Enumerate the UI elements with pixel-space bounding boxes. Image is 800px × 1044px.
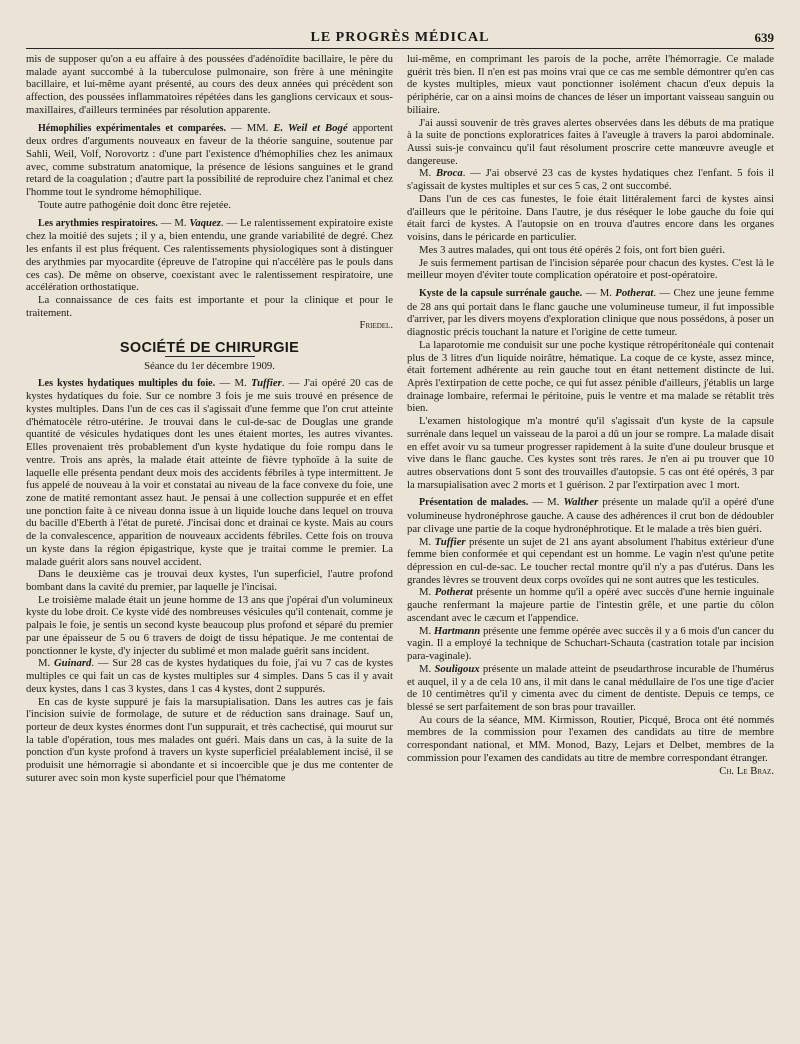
author-name: Guinard [53, 657, 92, 670]
author-name: Broca [435, 167, 463, 180]
author-name: Walther [563, 496, 599, 509]
article-heading: Kyste de la capsule surrénale gauche. [419, 287, 583, 299]
paragraph-potherat: M. Potherat présente un homme qu'il a opéré avec succès d'une hernie inguinale gauche renfermant la majeure partie de l'intestin grêle, et une partie du côlon ascendant avec le cæcum et l'appendice. [407, 586, 774, 624]
author-name: Hartmann [433, 624, 481, 637]
session-date: Séance du 1er décembre 1909. [144, 359, 275, 372]
author-name: E. Weil et Bogé [273, 121, 348, 134]
paragraph-kystes: Les kystes hydatiques multiples du foie. — M. Tuffier. — J'ai opéré 20 cas de kystes hydatiques du foie. Sur ce nombre 3 fois je me suis trouvé en présence de kystes multiples. Dans l'un de ces cas il s'agissait d'une femme que l'on crut atteinte d'hématocèle rétro-utérine. Je trouvai dans le cul-de-sac de Douglas une grande quantité de vésicules hydatiques dont les unes étaient mortes, les autres vivantes. Elles provenaient très probablement d'un kyste hydatique du foie rompu dans le ventre. Trois ans après, la malade était atteinte de fièvre typhoïde à la suite de laquelle elle présenta pendant deux mois des accidents fébriles à type intermittent. Je fus appelé de nouveau à la voir et constatai au niveau de la face convexe du foie, une zone de matité remontant assez haut. Je pensai à une collection suppurée et en effet une ponction faite à ce niveau donna issue à un liquide louche dans lequel on trouva du bacille d'Eberth à l'état de pureté. J'incisai donc et drainai ce kyste. Mais au cours de la convalescence, apparition de nouveaux accidents fébriles. Cette fois on trouva un kyste dans la région épigastrique, kyste que je traitai comme le premier. La malade guérit alors sans nouvel accident. [26, 376, 393, 568]
paragraph: lui-même, en comprimant les parois de la poche, arrête l'hémorragie. Ce malade guérit très bien. Il n'en est pas moins vrai que ce cas me semble démontrer qu'en cas de kystes multiples, mieux vaut ponctionner isolément chacun d'eux depuis la périphérie, car on a ainsi moins de chances de léser un important vaisseau sanguin ou biliaire. [407, 53, 774, 116]
paragraph: J'ai aussi souvenir de très graves alertes observées dans les débuts de ma pratique à la suite de ponctions exploratrices faites à l'aveugle à travers la paroi abdominale. Aussi suis-je convaincu qu'il faut résolument proscrire cette manœuvre aveugle et dangereuse. [407, 116, 774, 167]
journal-title: LE PROGRÈS MÉDICAL [310, 30, 490, 45]
paragraph-surrenale: Kyste de la capsule surrénale gauche. — M. Potherat. — Chez une jeune femme de 28 ans qui portait dans le flanc gauche une volumineuse tumeur, il fut impossible d'arriver, par les divers moyens d'exploration clinique que nous possédons, à poser un diagnostic précis touchant la nature et l'origine de cette tumeur. [407, 286, 774, 339]
paragraph-tuffier: M. Tuffier présente un sujet de 21 ans ayant absolument l'habitus extérieur d'une femme bien conformée et qui cependant est un homme. Le vagin n'est qu'une petite dépression en cul-de-sac. Le toucher rectal montre qu'il n'y a pas d'utérus. Dans les grandes lèvres se trouvent deux corps ovoïdes qui ne sont autres que les testicules. [407, 535, 774, 586]
paragraph-broca: M. Broca. — J'ai observé 23 cas de kystes hydatiques chez l'enfant. 5 fois il s'agissait de kystes multiples et sur ces 5 cas, 2 ont succombé. [407, 167, 774, 193]
paragraph-presentation: Présentation de malades. — M. Walther présente un malade qu'il a opéré d'une volumineuse hydronéphrose gauche. A cause des adhérences il crut bon de dédoubler par clivage une partie de la coque hydronéphrotique. Et le malade a très bien guéri. [407, 496, 774, 535]
author-name: Potherat [615, 286, 654, 299]
article-heading: Les arythmies respiratoires. [38, 217, 158, 229]
paragraph: La connaissance de ces faits est importante et pour la clinique et pour le traitement. [26, 293, 393, 319]
left-column [26, 53, 393, 785]
article-heading: Les kystes hydatiques multiples du foie. [38, 377, 216, 389]
page-number: 639 [754, 30, 774, 45]
paragraph-hartmann: M. Hartmann présente une femme opérée avec succès il y a 6 mois d'un cancer du vagin. Il a employé la technique de Schuchart-Schauta (castration totale par incision para-vaginale). [407, 624, 774, 663]
paragraph-guinard: M. Guinard. — Sur 28 cas de kystes hydatiques du foie, j'ai vu 7 cas de kystes multiples ce qui fait un cas de kystes multiples sur 4 simples. Dans 5 cas il y avait deux kystes, dans 1 cas 3 kystes, dans 1 cas 4 kystes, dont 2 suppurés. [26, 657, 393, 695]
right-column [407, 53, 774, 785]
author-name: Tuffier [250, 376, 282, 389]
section-title: SOCIÉTÉ DE CHIRURGIE [119, 340, 300, 357]
author-name: Potherat [434, 586, 473, 599]
paragraph-souligoux: M. Souligoux présente un malade atteint de pseudarthrose incurable de l'humérus et auquel, il y a de cela 10 ans, il mit dans le canal médullaire de l'os une tige d'acier de 10 centimètres qu'il y cimenta avec du ciment de dentiste. Depuis ce temps, ce blessé se sert parfaitement de son bras pour travailler. [407, 662, 774, 713]
paragraph: mis de supposer qu'on a eu affaire à des poussées d'adénoïdite bacillaire, le père du malade ayant succombé à la tuberculose pulmonaire, son frère à une méningite bacillaire, et lui-même ayant présenté, au cours des deux années qui précèdent son affection, des poussées inflammatoires répétées dans les ganglions cervicaux et sous-maxillaires, d'ailleurs terminées par résolution apparente. [26, 53, 393, 116]
text-columns [26, 53, 774, 785]
paragraph: La laparotomie me conduisit sur une poche kystique rétropéritonéale qui contenait plus de 3 litres d'un liquide noirâtre, hématique. La coque de ce kyste, assez mince, était fortement adhérente au rein gauche tout en étant nettement distincte de lui. Après l'extirpation de cette poche, ce qui fut assez pénible d'ailleurs, j'établis un large drainage lombaire, refermai le péritoine, puis le ventre et ma malade se rétablit très bien. [407, 338, 774, 415]
article-heading: Présentation de malades. [419, 497, 529, 509]
paragraph: Mes 3 autres malades, qui ont tous été opérés 2 fois, ont fort bien guéri. [419, 243, 726, 256]
paragraph: En cas de kyste suppuré je fais la marsupialisation. Dans les autres cas je fais l'incision suivie de formolage, de suture et de réduction sans drainage. Sauf un, porteur de deux kystes énormes dont l'un suppurait, et très cachectisé, qui mourut sur la table d'opération, tous mes malades ont guéri. Mais dans un cas, à la suite de la ponction d'un kyste profond à travers un kyste superficiel préalablement incisé, il se produisit une hémorragie si abondante et si incoercible que je dus me contenter de suturer avec soin mon kyste superficiel pour que l'hématome [26, 695, 393, 784]
author-name: Souligoux [434, 662, 480, 675]
paragraph: Toute autre pathogénie doit donc être rejetée. [38, 198, 232, 211]
signature: Ch. Le Braz. [719, 764, 774, 777]
paragraph: Je suis fermement partisan de l'incision séparée pour chacun des kystes. C'est là le meilleur moyen d'éviter toute complication opératoire et post-opératoire. [407, 256, 774, 282]
paragraph: Dans l'un de ces cas funestes, le foie était littéralement farci de kystes ainsi d'ailleurs que le péritoine. Dans l'autre, je dus réséquer le lobe gauche du foie qui était farci de kystes. A l'autopsie on en trouva d'autres encore dans les organes voisins, dans le péricarde en particulier. [407, 192, 774, 244]
paragraph: Le troisième malade était un jeune homme de 13 ans que j'opérai d'un volumineux kyste du lobe droit. Ce kyste vidé des nombreuses vésicules qu'il contenait, comme je palpais le foie, je sentis un second kyste beaucoup plus profond et séparé du premier par une épaisseur de 5 ou 6 travers de doigt de tissu hépatique. Je me contentai de ponctionner le kyste, d'y injecter du sublimé et mon malade guérit sans incident. [26, 593, 393, 657]
running-head [26, 26, 774, 49]
author-name: Vaquez [189, 216, 221, 229]
author-name: Tuffier [434, 535, 466, 548]
paragraph-arythmies: Les arythmies respiratoires. — M. Vaquez. — Le ralentissement expiratoire existe chez la moitié des sujets ; il y a, bien entendu, une grande variabilité de degré. Chez les enfants il est plus fréquent. Ces ralentissements physiologiques sont à distinguer des arythmies par myocardite (épreuve de l'atropine qui n'accélère pas le pouls dans ces cas). De même on observe, coexistant avec le ralentissement respiratoire, une accélération orthostatique. [26, 216, 393, 294]
signature: Friedel. [359, 319, 393, 332]
paragraph: Dans le deuxième cas je trouvai deux kystes, l'un superficiel, l'autre profond bombant dans la cavité du premier, par laquelle je l'incisai. [26, 568, 393, 594]
paragraph-hemophilies: Hémophilies expérimentales et comparées. — MM. E. Weil et Bogé apportent deux ordres d'arguments nouveaux en faveur de la théorie sanguine, soutenue par Sahli, Weil, Volf, Norovortz : d'une part l'existence d'hémophilies chez les animaux avec, comme substratum anatomique, la présence de lésions sanguines et le grand retard de la coagulation ; d'autre part la possibilité de reproduire chez l'animal et chez l'homme tout le syndrome hémophilique. [26, 121, 393, 199]
paragraph: L'examen histologique m'a montré qu'il s'agissait d'un kyste de la capsule surrénale dans lequel un vaisseau de la paroi a dû un jour se rompre. La malade disait en effet avoir vu sa tumeur progresser rapidement à la suite d'une douleur brusque et vive dans le flanc gauche. Ces kystes sont très rares. Je n'en ai pu trouver que 10 autres observations dont 5 sont des trouvailles d'autopsie. 5 cas ont été opérés, 3 par la marsupialisation avec 2 morts et 1 guérison. 2 par l'extirpation avec 1 mort. [407, 415, 774, 491]
article-heading: Hémophilies expérimentales et comparées. [38, 122, 227, 134]
paragraph: Au cours de la séance, MM. Kirmisson, Routier, Picqué, Broca ont été nommés membres de la commission pour l'examen des candidats au titre de membre correspondant national, et MM. Monod, Bazy, Lejars et Delbet, membres de la commission pour l'examen des candidats au titre de membre correspondant étranger. [407, 713, 774, 764]
